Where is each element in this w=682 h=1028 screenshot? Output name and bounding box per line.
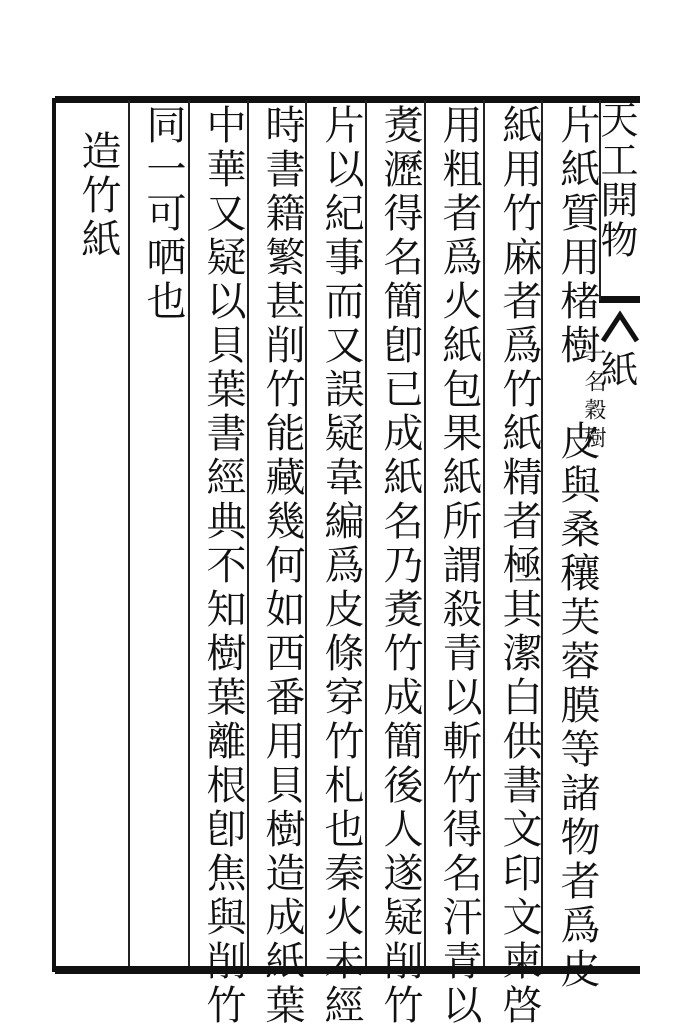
text-column-5	[315, 104, 367, 1028]
center-fold-rule	[599, 296, 640, 303]
column-text: 片以紀事而又誤疑韋編爲皮條穿竹札也秦火未經	[318, 104, 364, 1028]
column-divider	[128, 100, 130, 966]
column-text: 皮與桑穰芙蓉膜等諸物者爲皮	[554, 420, 600, 992]
text-column-4	[374, 104, 426, 1028]
text-column-3	[433, 104, 485, 1028]
text-column-6	[256, 104, 308, 1028]
column-text: 時書籍繁甚削竹能藏幾何如西番用貝樹造成紙葉	[259, 104, 305, 1028]
inline-annotation: 一名穀樹	[581, 342, 606, 454]
book-title-fragment: 天工開物	[594, 100, 638, 260]
section-title-fragment: 紙	[594, 350, 638, 390]
text-column-2	[493, 104, 545, 1028]
column-text: 片紙質用楮樹	[554, 104, 600, 368]
left-border-rule	[52, 98, 56, 972]
text-column-1	[551, 104, 603, 368]
section-heading-column	[72, 130, 124, 262]
section-heading: 造竹紙	[75, 130, 121, 262]
column-text: 用粗者爲火紙包果紙所謂殺青以斬竹得名汗青以	[436, 104, 482, 1028]
text-column-8	[137, 104, 189, 324]
column-text: 煑瀝得名簡卽已成紙名乃煑竹成簡後人遂疑削竹	[377, 104, 423, 1028]
fishtail-mark	[601, 305, 639, 345]
column-text: 中華又疑以貝葉書經典不知樹葉離根卽焦與削竹	[200, 104, 246, 1028]
column-text: 紙用竹麻者爲竹紙精者極其潔白供書文印文柬啓	[496, 104, 542, 1028]
text-column-1-continued	[551, 420, 603, 992]
column-text: 同一可哂也	[140, 104, 186, 324]
text-column-7	[197, 104, 249, 1028]
top-border-rule	[55, 96, 640, 103]
